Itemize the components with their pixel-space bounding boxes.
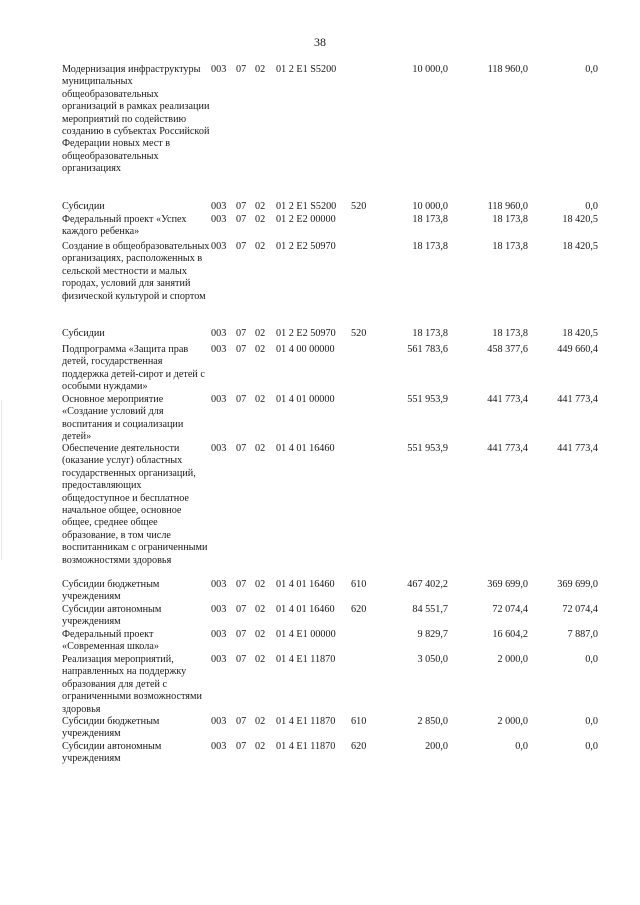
subsection-code: 02: [255, 344, 266, 355]
section-code: 07: [236, 579, 247, 590]
amount-year-3: 18 420,5: [562, 241, 598, 252]
subsection-code: 02: [255, 394, 266, 405]
amount-year-3: 0,0: [585, 654, 598, 665]
amount-year-1: 200,0: [425, 741, 448, 752]
subsection-code: 02: [255, 716, 266, 727]
amount-year-2: 118 960,0: [487, 201, 528, 212]
subsection-code: 02: [255, 328, 266, 339]
section-code: 07: [236, 654, 247, 665]
target-article-code: 01 2 E1 S5200: [276, 201, 337, 212]
amount-year-3: 18 420,5: [562, 214, 598, 225]
amount-year-1: 561 783,6: [407, 344, 448, 355]
amount-year-1: 2 850,0: [417, 716, 448, 727]
target-article-code: 01 4 E1 00000: [276, 629, 336, 640]
admin-code: 003: [211, 716, 227, 727]
amount-year-3: 369 699,0: [557, 579, 598, 590]
amount-year-1: 84 551,7: [412, 604, 448, 615]
row-name: Подпрограмма «Защита прав детей, государственная поддержка детей-сирот и детей с особыми нуждами»: [62, 344, 205, 393]
row-name: Субсидии бюджетным учреждениям: [62, 579, 160, 603]
amount-year-1: 467 402,2: [407, 579, 448, 590]
scan-edge-mark: [1, 400, 2, 560]
expense-type-code: 620: [351, 604, 367, 615]
row-name: Субсидии бюджетным учреждениям: [62, 716, 160, 740]
subsection-code: 02: [255, 741, 266, 752]
amount-year-2: 118 960,0: [487, 64, 528, 75]
amount-year-3: 449 660,4: [557, 344, 598, 355]
amount-year-1: 10 000,0: [412, 64, 448, 75]
section-code: 07: [236, 604, 247, 615]
amount-year-3: 0,0: [585, 741, 598, 752]
amount-year-2: 2 000,0: [497, 716, 528, 727]
target-article-code: 01 4 01 16460: [276, 443, 335, 454]
amount-year-1: 18 173,8: [412, 241, 448, 252]
section-code: 07: [236, 214, 247, 225]
row-name: Федеральный проект «Современная школа»: [62, 629, 159, 653]
target-article-code: 01 4 01 00000: [276, 394, 335, 405]
amount-year-1: 3 050,0: [417, 654, 448, 665]
target-article-code: 01 2 E2 00000: [276, 214, 336, 225]
expense-type-code: 610: [351, 579, 367, 590]
target-article-code: 01 4 E1 11870: [276, 741, 336, 752]
target-article-code: 01 2 E2 50970: [276, 241, 336, 252]
amount-year-3: 441 773,4: [557, 394, 598, 405]
admin-code: 003: [211, 654, 227, 665]
section-code: 07: [236, 344, 247, 355]
row-name: Субсидии автономным учреждениям: [62, 604, 162, 628]
amount-year-2: 16 604,2: [492, 629, 528, 640]
row-name: Субсидии: [62, 201, 105, 212]
subsection-code: 02: [255, 201, 266, 212]
page-number: 38: [314, 35, 326, 49]
amount-year-3: 0,0: [585, 716, 598, 727]
admin-code: 003: [211, 214, 227, 225]
section-code: 07: [236, 716, 247, 727]
admin-code: 003: [211, 328, 227, 339]
row-name: Субсидии: [62, 328, 105, 339]
expense-type-code: 520: [351, 201, 367, 212]
admin-code: 003: [211, 241, 227, 252]
subsection-code: 02: [255, 443, 266, 454]
target-article-code: 01 2 E1 S5200: [276, 64, 337, 75]
admin-code: 003: [211, 64, 227, 75]
expense-type-code: 610: [351, 716, 367, 727]
expense-type-code: 520: [351, 328, 367, 339]
section-code: 07: [236, 394, 247, 405]
amount-year-1: 18 173,8: [412, 214, 448, 225]
amount-year-2: 72 074,4: [492, 604, 528, 615]
target-article-code: 01 4 01 16460: [276, 579, 335, 590]
row-name: Основное мероприятие «Создание условий для воспитания и социализации детей»: [62, 394, 184, 443]
section-code: 07: [236, 443, 247, 454]
amount-year-1: 9 829,7: [417, 629, 448, 640]
section-code: 07: [236, 741, 247, 752]
amount-year-1: 551 953,9: [407, 443, 448, 454]
amount-year-2: 458 377,6: [487, 344, 528, 355]
section-code: 07: [236, 64, 247, 75]
admin-code: 003: [211, 629, 227, 640]
row-name: Создание в общеобразовательных организациях, расположенных в сельской местности и малых городах, условий для занятий физической культурой и спортом: [62, 241, 210, 302]
admin-code: 003: [211, 604, 227, 615]
target-article-code: 01 4 E1 11870: [276, 654, 336, 665]
admin-code: 003: [211, 741, 227, 752]
amount-year-1: 18 173,8: [412, 328, 448, 339]
amount-year-2: 441 773,4: [487, 394, 528, 405]
expense-type-code: 620: [351, 741, 367, 752]
row-name: Реализация мероприятий, направленных на поддержку образования для детей с ограниченными возможностями здоровья: [62, 654, 202, 715]
amount-year-2: 18 173,8: [492, 328, 528, 339]
amount-year-3: 18 420,5: [562, 328, 598, 339]
amount-year-2: 2 000,0: [497, 654, 528, 665]
amount-year-1: 551 953,9: [407, 394, 448, 405]
target-article-code: 01 4 01 16460: [276, 604, 335, 615]
target-article-code: 01 2 E2 50970: [276, 328, 336, 339]
subsection-code: 02: [255, 654, 266, 665]
admin-code: 003: [211, 344, 227, 355]
amount-year-3: 441 773,4: [557, 443, 598, 454]
subsection-code: 02: [255, 214, 266, 225]
amount-year-3: 0,0: [585, 64, 598, 75]
subsection-code: 02: [255, 629, 266, 640]
amount-year-3: 0,0: [585, 201, 598, 212]
section-code: 07: [236, 629, 247, 640]
target-article-code: 01 4 00 00000: [276, 344, 335, 355]
row-name: Обеспечение деятельности (оказание услуг) областных государственных организаций, предоставляющих общедоступное и бесплатное начальное общее, основное общее, среднее общее образование, в том числе воспитанникам с ограниченными возможностями здоровья: [62, 443, 208, 566]
section-code: 07: [236, 201, 247, 212]
subsection-code: 02: [255, 241, 266, 252]
amount-year-2: 441 773,4: [487, 443, 528, 454]
section-code: 07: [236, 241, 247, 252]
amount-year-1: 10 000,0: [412, 201, 448, 212]
admin-code: 003: [211, 201, 227, 212]
target-article-code: 01 4 E1 11870: [276, 716, 336, 727]
amount-year-3: 7 887,0: [567, 629, 598, 640]
amount-year-2: 18 173,8: [492, 241, 528, 252]
subsection-code: 02: [255, 579, 266, 590]
amount-year-2: 18 173,8: [492, 214, 528, 225]
section-code: 07: [236, 328, 247, 339]
admin-code: 003: [211, 443, 227, 454]
amount-year-3: 72 074,4: [562, 604, 598, 615]
amount-year-2: 0,0: [515, 741, 528, 752]
admin-code: 003: [211, 394, 227, 405]
admin-code: 003: [211, 579, 227, 590]
row-name: Субсидии автономным учреждениям: [62, 741, 162, 765]
row-name: Федеральный проект «Успех каждого ребенка»: [62, 214, 187, 238]
subsection-code: 02: [255, 64, 266, 75]
row-name: Модернизация инфраструктуры муниципальных общеобразовательных организаций в рамках реализации мероприятий по содействию созданию в субъектах Российской Федерации новых мест в общеобразовательных организациях: [62, 64, 210, 175]
subsection-code: 02: [255, 604, 266, 615]
amount-year-2: 369 699,0: [487, 579, 528, 590]
